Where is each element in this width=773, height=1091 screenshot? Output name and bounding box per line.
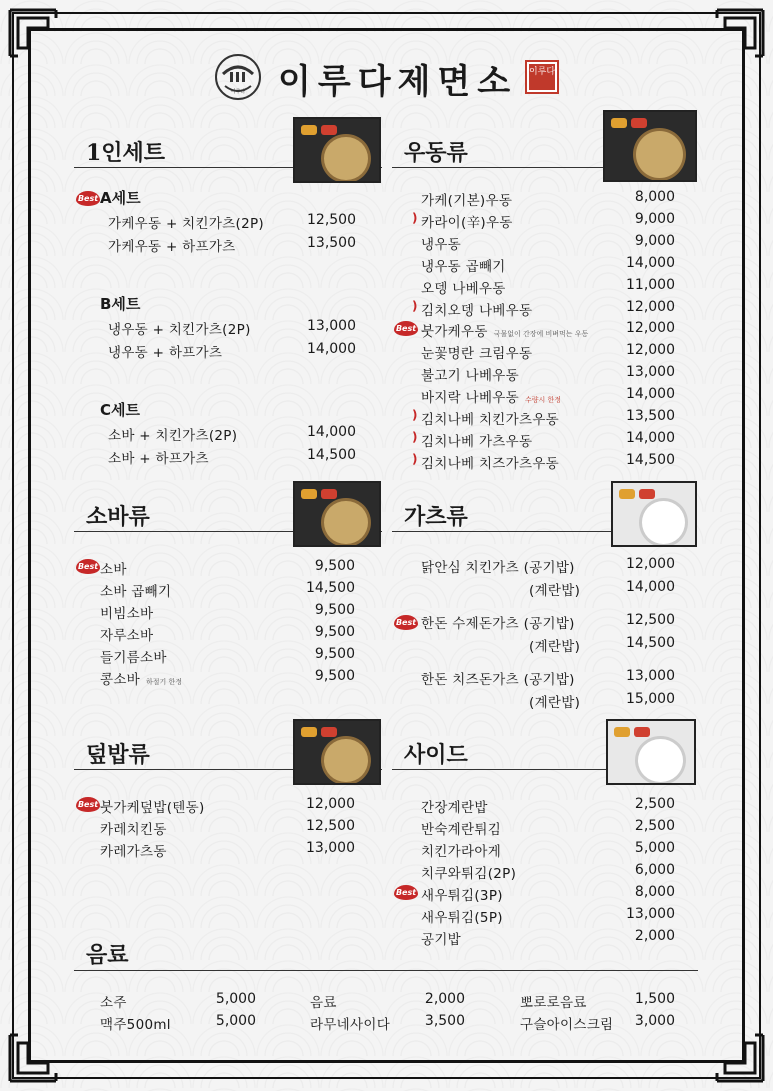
item-price: 2,500 <box>634 818 675 834</box>
katsu-item-name: 한돈 수제돈가츠 (공기밥) <box>421 616 575 632</box>
udon-item-name: 냉우동 곱빼기 <box>421 258 506 275</box>
udon-item-name: 김치나베 치즈가츠우동 <box>421 455 560 472</box>
item-price: 8,000 <box>634 884 675 900</box>
side-item-name: 치쿠와튀김(2P) <box>421 866 517 882</box>
svg-text:이루다: 이루다 <box>230 89 246 95</box>
item-price: 12,000 <box>626 342 675 359</box>
item-price: 8,000 <box>634 189 675 205</box>
item-price: 13,000 <box>626 364 675 381</box>
best-badge-icon: Best <box>76 559 100 574</box>
item-price: 3,500 <box>424 1013 465 1029</box>
drink-item-name: 음료 <box>310 995 337 1011</box>
item-price: 1,500 <box>634 991 675 1007</box>
section-title-katsu: 가츠류 <box>404 504 468 530</box>
set-item-name: 냉우동 + 치킨가츠(2P) <box>108 322 251 338</box>
item-price: 12,500 <box>307 212 356 228</box>
side-item-name: 공기밥 <box>421 932 462 948</box>
set-item-name: 가케우동 + 하프가츠 <box>108 239 236 255</box>
item-price: 9,000 <box>634 232 675 249</box>
section-title-side: 사이드 <box>404 742 468 768</box>
best-badge-icon: Best <box>394 885 418 900</box>
section-title-soba: 소바류 <box>86 504 150 530</box>
udon-item-name: 김치나베 가츠우동 <box>421 433 533 450</box>
item-price: 12,000 <box>626 320 675 337</box>
udon-item-name: 카라이(辛)우동 <box>421 214 513 231</box>
rice-item-name: 카레치킨동 <box>100 822 167 838</box>
item-note: 수량시 한정 <box>524 396 562 405</box>
restaurant-logo-icon <box>213 52 263 102</box>
set-item-name: 소바 + 하프가츠 <box>108 451 209 467</box>
item-price: 13,500 <box>626 408 675 424</box>
set-group-name: A세트 <box>100 189 141 207</box>
soba-item-name: 소바 <box>100 562 127 578</box>
soba-item-name: 비빔소바 <box>100 606 154 622</box>
chili-pepper-icon: ) <box>412 408 418 422</box>
item-price: 11,000 <box>626 276 675 293</box>
katsu-photo <box>611 481 697 547</box>
corner-ornament-icon <box>8 1033 58 1083</box>
set-item-name: 가케우동 + 치킨가츠(2P) <box>108 216 264 232</box>
udon-item-name: 가케(기본)우동 <box>421 193 513 209</box>
restaurant-name: 이루다제면소 <box>278 62 518 102</box>
set-photo <box>293 117 381 183</box>
katsu-item-name: 한돈 치즈돈가츠 (공기밥) <box>421 672 575 688</box>
katsu-item-name: 닭안심 치킨가츠 (공기밥) <box>421 560 575 576</box>
udon-item-name: 오뎅 나베우동 <box>421 280 506 297</box>
item-price: 13,000 <box>626 668 675 684</box>
item-price: 14,500 <box>626 635 675 651</box>
rice-photo <box>293 719 381 785</box>
item-note: 하절기 한정 <box>146 678 183 686</box>
drink-item-name: 맥주500ml <box>100 1017 171 1033</box>
item-price: 9,500 <box>314 668 355 684</box>
item-price: 14,500 <box>306 580 355 596</box>
udon-photo <box>603 110 697 182</box>
udon-item-name: 불고기 나베우동 <box>421 368 519 385</box>
item-price: 14,000 <box>307 424 356 440</box>
section-title-drinks: 음료 <box>86 942 129 968</box>
item-price: 14,500 <box>626 451 675 468</box>
item-price: 12,000 <box>626 556 675 572</box>
best-badge-icon: Best <box>76 797 100 812</box>
udon-item-name: 붓가케우동 국물없이 간장에 비벼먹는 우동 <box>421 324 589 341</box>
soba-photo <box>293 481 381 547</box>
item-price: 13,000 <box>307 318 356 334</box>
drink-item-name: 소주 <box>100 995 127 1011</box>
item-price: 5,000 <box>634 840 675 856</box>
chili-pepper-icon: ) <box>412 210 418 225</box>
drink-item-name: 라무네사이다 <box>310 1017 391 1033</box>
side-item-name: 새우튀김(5P) <box>421 910 503 926</box>
best-badge-icon: Best <box>76 191 100 206</box>
item-price: 12,500 <box>626 612 675 628</box>
soba-item-name: 소바 곱빼기 <box>100 584 172 600</box>
section-title-udon: 우동류 <box>404 140 468 166</box>
item-price: 9,500 <box>314 624 355 640</box>
item-price: 13,000 <box>306 840 355 856</box>
chili-pepper-icon: ) <box>412 298 418 313</box>
udon-item-name: 눈꽃명란 크림우동 <box>421 346 533 363</box>
udon-item-name: 김치나베 치킨가츠우동 <box>421 412 560 428</box>
item-price: 12,000 <box>626 298 675 315</box>
item-price: 9,500 <box>314 646 355 662</box>
drink-item-name: 구슬아이스크림 <box>520 1017 614 1033</box>
katsu-item-name: (계란밥) <box>529 695 581 711</box>
item-price: 15,000 <box>626 691 675 707</box>
corner-ornament-icon <box>715 1033 765 1083</box>
item-price: 14,000 <box>626 386 675 403</box>
best-badge-icon: Best <box>394 321 418 336</box>
item-price: 14,500 <box>307 447 356 463</box>
item-price: 14,000 <box>626 429 675 446</box>
item-price: 12,000 <box>306 796 355 812</box>
item-price: 2,000 <box>424 991 465 1007</box>
side-item-name: 치킨가라아게 <box>421 844 502 860</box>
item-price: 12,500 <box>306 818 355 834</box>
side-item-name: 반숙계란튀김 <box>421 822 502 838</box>
side-item-name: 새우튀김(3P) <box>421 888 503 904</box>
soba-item-name: 콩소바 하절기 한정 <box>100 672 183 688</box>
item-price: 14,000 <box>307 341 356 357</box>
chili-pepper-icon: ) <box>412 429 418 444</box>
rice-item-name: 카레가츠동 <box>100 844 167 860</box>
soba-item-name: 자루소바 <box>100 628 154 644</box>
item-price: 9,500 <box>314 558 355 574</box>
side-photo <box>606 719 696 785</box>
udon-item-name: 냉우동 <box>421 236 462 253</box>
item-price: 9,500 <box>314 602 355 618</box>
udon-item-name: 바지락 나베우동 수량시 한정 <box>421 390 562 407</box>
set-group-name: C세트 <box>100 401 140 419</box>
set-group-name: B세트 <box>100 295 141 313</box>
side-item-name: 간장계란밥 <box>421 800 488 816</box>
set-item-name: 냉우동 + 하프가츠 <box>108 345 223 361</box>
item-price: 14,000 <box>626 579 675 595</box>
item-note: 국물없이 간장에 비벼먹는 우동 <box>493 330 589 339</box>
section-title-rice: 덮밥류 <box>86 742 150 768</box>
item-price: 14,000 <box>626 254 675 271</box>
red-seal-stamp: 이루다 <box>525 60 559 94</box>
item-price: 2,500 <box>634 796 675 812</box>
soba-item-name: 들기름소바 <box>100 650 167 666</box>
item-price: 3,000 <box>634 1013 675 1029</box>
katsu-item-name: (계란밥) <box>529 639 581 655</box>
item-price: 9,000 <box>634 210 675 227</box>
set-item-name: 소바 + 치킨가츠(2P) <box>108 428 238 444</box>
menu-header <box>0 50 773 106</box>
item-price: 5,000 <box>215 1013 256 1029</box>
item-price: 13,000 <box>626 906 675 922</box>
item-price: 2,000 <box>634 928 675 944</box>
item-price: 6,000 <box>634 862 675 878</box>
section-divider <box>74 970 698 971</box>
best-badge-icon: Best <box>394 615 418 630</box>
katsu-item-name: (계란밥) <box>529 583 581 599</box>
udon-item-name: 김치오뎅 나베우동 <box>421 302 533 319</box>
item-price: 13,500 <box>307 235 356 251</box>
section-title-set: 1인세트 <box>86 140 166 166</box>
chili-pepper-icon: ) <box>412 451 418 466</box>
rice-item-name: 붓가케덮밥(텐동) <box>100 800 205 816</box>
item-price: 5,000 <box>215 991 256 1007</box>
drink-item-name: 뽀로로음료 <box>520 995 587 1011</box>
